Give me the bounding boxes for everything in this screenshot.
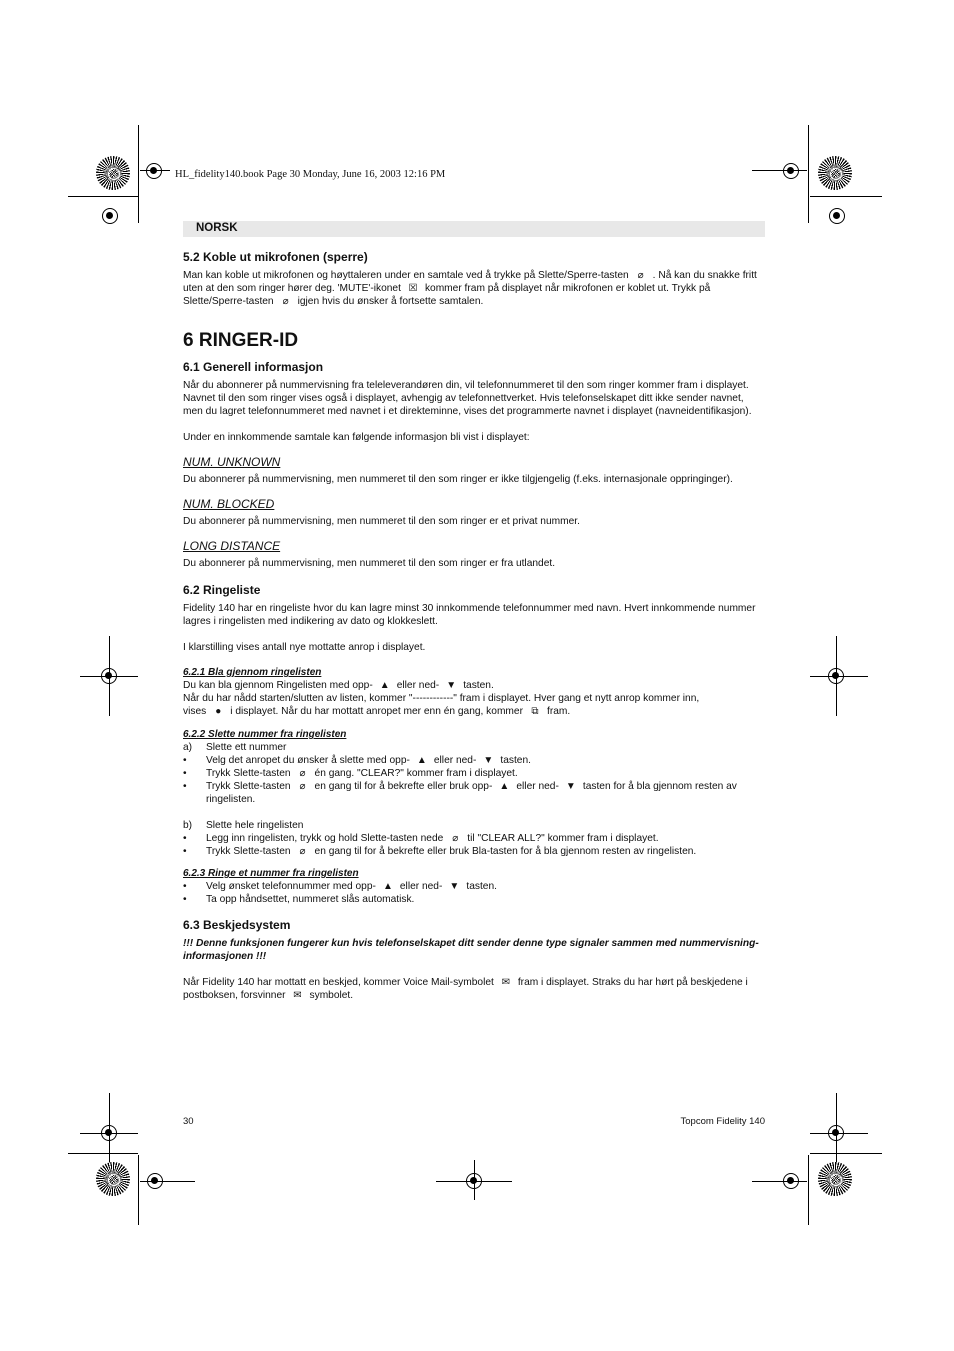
crop-mark xyxy=(138,1155,139,1225)
registration-mark xyxy=(146,163,162,179)
up-arrow-icon: ▲ xyxy=(416,755,427,766)
registration-mark xyxy=(828,1125,844,1141)
paragraph: Når du har nådd starten/slutten av listen, kommer "------------" fram i displayet. Hver gang et nytt anrop kommer inn, xyxy=(183,693,700,704)
down-arrow-icon: ▼ xyxy=(483,755,494,766)
registration-mark xyxy=(102,208,118,224)
crop-mark xyxy=(810,196,882,197)
crop-mark xyxy=(808,1155,809,1225)
language-banner: NORSK xyxy=(183,221,765,237)
list-item: • Velg det anropet du ønsker å slette med opp- ▲ eller ned- ▼ tasten. xyxy=(183,755,531,766)
crop-mark xyxy=(808,125,809,223)
warning-note: !!! Denne funksjonen fungerer kun hvis telefonselskapet ditt sender denne type signaler sammen med nummervisning-informasjonen !!! xyxy=(183,938,759,962)
section-heading: 5.2 Koble ut mikrofonen (sperre) xyxy=(183,250,368,264)
mute-icon: ☒ xyxy=(408,283,418,294)
up-arrow-icon: ▲ xyxy=(499,781,510,792)
registration-mark xyxy=(828,668,844,684)
crop-mark xyxy=(810,1153,882,1154)
crop-mark xyxy=(138,125,139,223)
registration-rosette xyxy=(96,1162,130,1196)
registration-mark xyxy=(101,668,117,684)
registration-rosette xyxy=(96,156,130,190)
section-heading: 6.1 Generell informasjon xyxy=(183,360,324,374)
book-info-line: HL_fidelity140.book Page 30 Monday, June 16, 2003 12:16 PM xyxy=(175,169,446,180)
subsection-heading: 6.2.2 Slette nummer fra ringelisten xyxy=(183,729,347,740)
new-call-dot-icon: ● xyxy=(215,706,222,717)
envelope-icon: ✉ xyxy=(293,990,302,1001)
section-heading: 6.3 Beskjedsystem xyxy=(183,918,291,932)
paragraph: vises ● i displayet. Når du har mottatt anropet mer enn én gang, kommer ⧉ fram. xyxy=(183,706,571,717)
subsection-heading: 6.2.3 Ringe et nummer fra ringelisten xyxy=(183,868,359,879)
delete-key-icon: ⌀ xyxy=(452,833,459,844)
subsection-heading: 6.2.1 Bla gjennom ringelisten xyxy=(183,667,322,678)
crop-mark xyxy=(474,1160,475,1200)
up-arrow-icon: ▲ xyxy=(382,881,393,892)
list-item: • Trykk Slette-tasten ⌀ en gang til for å bekrefte eller bruk Bla-tasten for å bla gjennom resten av ringelisten. xyxy=(183,846,697,857)
delete-key-icon: ⌀ xyxy=(299,768,306,779)
paragraph: Når Fidelity 140 har mottatt en beskjed, kommer Voice Mail-symbolet ✉ fram i displayet. Straks du har hørt på beskjedene i postboksen, forsvinner ✉ symbolet. xyxy=(183,977,748,1001)
delete-key-icon: ⌀ xyxy=(299,846,306,857)
page-content xyxy=(183,221,765,1002)
delete-key-icon: ⌀ xyxy=(282,296,289,307)
list-item: • Legg inn ringelisten, trykk og hold Slette-tasten nede ⌀ til "CLEAR ALL?" kommer fram i displayet. xyxy=(183,833,659,844)
page-number: 30 xyxy=(183,1116,194,1127)
paragraph: Man kan koble ut mikrofonen og høyttaleren under en samtale ved å trykke på Slette/Sperre-tasten ⌀ . Nå kan du snakke fritt uten at den som ringer hører deg. 'MUTE'-ikonet ☒ kommer fram på displayet når mikrofonen er koblet ut. Trykk på Slette/Sperre-tasten ⌀ igjen hvis du ønsker å fortsette samtalen. xyxy=(183,270,757,307)
paragraph: Du abonnerer på nummervisning, men nummeret til den som ringer er et privat nummer. xyxy=(183,516,580,527)
registration-mark xyxy=(101,1125,117,1141)
down-arrow-icon: ▼ xyxy=(565,781,576,792)
display-message-heading: LONG DISTANCE xyxy=(183,539,281,553)
crop-mark xyxy=(140,1181,195,1182)
product-name: Topcom Fidelity 140 xyxy=(680,1116,765,1127)
display-message-heading: NUM. UNKNOWN xyxy=(183,455,281,469)
up-arrow-icon: ▲ xyxy=(379,680,390,691)
list-item: a) Slette ett nummer xyxy=(183,742,287,753)
list-item: • Velg ønsket telefonnummer med opp- ▲ eller ned- ▼ tasten. xyxy=(183,881,497,892)
chapter-title: 6 RINGER-ID xyxy=(183,330,299,351)
registration-mark xyxy=(829,208,845,224)
registration-rosette xyxy=(818,156,852,190)
list-item: • Trykk Slette-tasten ⌀ en gang til for å bekrefte eller bruk opp- ▲ eller ned- ▼ tasten for å bla gjennom resten av ringelisten. xyxy=(183,781,737,805)
paragraph: Du kan bla gjennom Ringelisten med opp- ▲ eller ned- ▼ tasten. xyxy=(183,680,494,691)
display-message-heading: NUM. BLOCKED xyxy=(183,497,275,511)
down-arrow-icon: ▼ xyxy=(446,680,457,691)
envelope-icon: ✉ xyxy=(501,977,511,988)
delete-key-icon: ⌀ xyxy=(299,781,306,792)
crop-mark xyxy=(752,1181,807,1182)
section-heading: 6.2 Ringeliste xyxy=(183,583,261,597)
down-arrow-icon: ▼ xyxy=(449,881,460,892)
paragraph: Under en innkommende samtale kan følgende informasjon bli vist i displayet: xyxy=(183,432,530,443)
paragraph: Du abonnerer på nummervisning, men nummeret til den som ringer er ikke tilgjengelig (f.eks. internasjonale oppringinger). xyxy=(183,474,733,485)
delete-key-icon: ⌀ xyxy=(637,270,644,281)
paragraph: I klarstilling vises antall nye mottatte anrop i displayet. xyxy=(183,642,426,653)
list-item: • Trykk Slette-tasten ⌀ én gang. "CLEAR?" kommer fram i displayet. xyxy=(183,768,518,779)
list-item: • Ta opp håndsettet, nummeret slås automatisk. xyxy=(183,894,415,905)
paragraph: Når du abonnerer på nummervisning fra teleleverandøren din, vil telefonnummeret til den som ringer kommer fram i displayet. Navnet til den som ringer vises også i displayet, avhengig av telefonnettverket. Hvis telefonselskapet ditt ikke sender navnet, men du lagret telefonnummeret med navnet i et direkteminne, vises det programmerte navnet i displayet (navneidentifikasjon). xyxy=(183,380,752,417)
paragraph: Du abonnerer på nummervisning, men nummeret til den som ringer er fra utlandet. xyxy=(183,558,556,569)
registration-rosette xyxy=(818,1162,852,1196)
registration-mark xyxy=(783,163,799,179)
crop-mark xyxy=(68,1153,138,1154)
list-item: b) Slette hele ringelisten xyxy=(183,820,304,831)
paragraph: Fidelity 140 har en ringeliste hvor du kan lagre minst 30 innkommende telefonnummer med navn. Hvert innkommende nummer lagres i ringelisten med indikering av dato og klokkeslett. xyxy=(183,603,756,627)
crop-mark xyxy=(68,196,138,197)
repeat-call-icon: ⧉ xyxy=(531,706,539,717)
